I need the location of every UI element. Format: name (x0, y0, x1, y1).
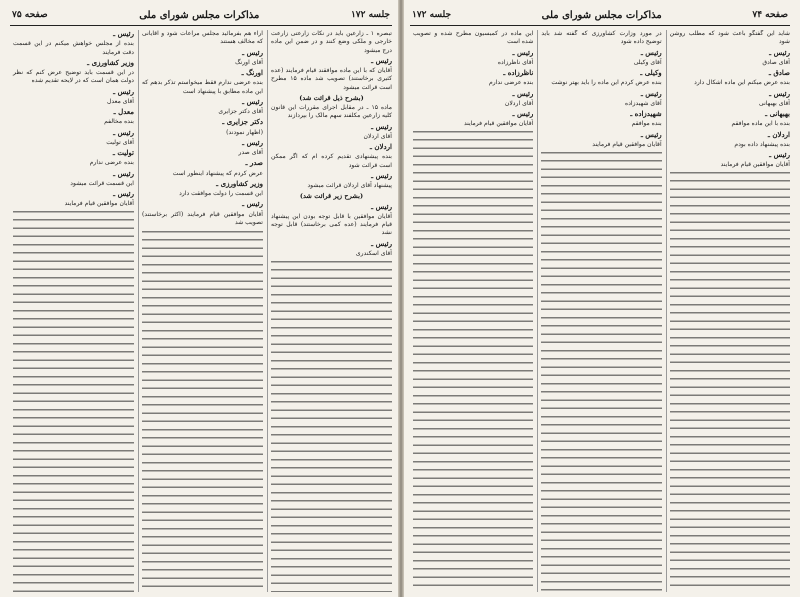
paragraph: آقای شهیدزاده (625, 99, 662, 107)
paragraph: آقای صدر (238, 149, 263, 156)
speaker-name: شهیدزاده ـ (630, 109, 662, 118)
paragraph: بنده با این ماده موافقم (731, 120, 790, 128)
right-columns (410, 30, 790, 592)
speaker-name: رئیس ـ (640, 47, 662, 57)
paragraph: آقای اورنگ (235, 58, 263, 66)
paragraph: آقایان موافقین قیام فرمایند (592, 140, 662, 148)
paragraph: آقایان که با این ماده موافقند قیام فرمایند (عده کثیری برخاستند) تصویب شد ماده ۱۵ مطرح است قرائت میشود (271, 67, 392, 91)
paragraph: آقای دکتر جزایری (218, 108, 263, 115)
speaker-name: رئیس ـ (769, 88, 790, 98)
paragraph: پیشنهاد آقای اردلان قرائت میشود (307, 182, 392, 189)
speaker-name: رئیس ـ (242, 199, 263, 209)
speaker-name: رئیس ـ (512, 109, 534, 118)
paragraph: آقایان موافقین قیام فرمایند (463, 120, 534, 128)
paragraph: بنده عرضی ندارم (89, 159, 134, 167)
paragraph: بنده موافقم (631, 120, 662, 128)
paragraph: آقای اردلان (363, 132, 392, 140)
text-lines (413, 131, 533, 592)
right-page-header (410, 6, 790, 26)
speaker-name: صادق ـ (768, 68, 790, 77)
left-session-number: جلسه ۱۷۲ (350, 10, 390, 20)
speaker-name: صدر ـ (245, 158, 263, 168)
speaker-name: رئیس ـ (113, 168, 134, 178)
paragraph: آقایان موافقین قیام فرمایند (اکثر برخاستند) تصویب شد (142, 210, 263, 226)
speaker-name: اورنگ ـ (241, 68, 263, 77)
paragraph: آراء هم بفرمائید مجلس مراعات شود و آقایانی که مخالف هستند (142, 30, 263, 46)
speaker-name: رئیس ـ (113, 127, 134, 137)
paragraph: آقایان موافقین قیام فرمایند (64, 200, 134, 208)
speaker-name: دکتر جزایری ـ (222, 117, 263, 127)
speaker-name: رئیس ـ (371, 55, 392, 65)
paragraph: آقای وکیلی (633, 58, 662, 66)
left-columns (10, 30, 392, 592)
paragraph: شاید این گفتگو باعث شود که مطلب روشن شود (669, 30, 790, 46)
speaker-name: اردلان ـ (767, 129, 790, 139)
stage-note: (بشرح ذیل قرائت شد) (299, 93, 364, 102)
speaker-name: وزیر کشاورزی ـ (216, 178, 263, 188)
paragraph: آقای ناظرزاده (497, 58, 534, 66)
speaker-name: معدل ـ (113, 107, 134, 116)
paragraph: عرض کردم که پیشنهاد اینطور است (172, 169, 263, 177)
paragraph: آقای اردلان (504, 99, 534, 107)
paragraph: بنده عرض میکنم این ماده اشکال دارد (694, 79, 790, 87)
paragraph: آقای معدل (107, 97, 134, 105)
left-column-1 (267, 30, 392, 592)
paragraph: این ماده در کمیسیون مطرح شده و تصویب شده است (413, 30, 534, 46)
paragraph: بنده عرض کردم این ماده را باید بهتر نوشت (551, 79, 662, 87)
speaker-name: تولیت ـ (112, 148, 134, 157)
paragraph: بنده مخالفم (104, 118, 134, 126)
right-column-2 (537, 30, 661, 592)
paragraph: (اظهار نمودند) (226, 128, 263, 136)
paragraph: این قسمت قرائت میشود (70, 179, 134, 187)
left-column-2 (138, 30, 263, 592)
speaker-name: رئیس ـ (113, 189, 134, 198)
text-lines (670, 172, 790, 592)
paragraph: این قسمت را دولت موافقت دارد (179, 190, 263, 197)
left-page-number: صفحه ۷۵ (12, 10, 48, 20)
paragraph: آقایان موافقین قیام فرمایند (720, 161, 790, 169)
text-lines (541, 152, 661, 592)
paragraph: در مورد وزارت کشاورزی که گفته شد باید توضیح داده شود (541, 30, 662, 46)
text-lines (271, 261, 392, 592)
paragraph: در این قسمت باید توضیح عرض کنم که نظر دولت همان است که در لایحه تقدیم شده (13, 69, 134, 85)
paragraph: بنده عرضی ندارم فقط میخواستم تذکر بدهم که این ماده مطابق با پیشنهاد است (142, 79, 263, 95)
speaker-name: رئیس ـ (113, 86, 134, 96)
left-page (0, 0, 398, 597)
speaker-name: رئیس ـ (371, 238, 392, 248)
speaker-name: وزیر کشاورزی ـ (87, 57, 134, 67)
speaker-name: رئیس ـ (512, 88, 534, 98)
right-page-number: صفحه ۷۴ (752, 10, 788, 20)
speaker-name: رئیس ـ (242, 137, 263, 147)
right-session-number: جلسه ۱۷۲ (412, 10, 452, 20)
speaker-name: رئیس ـ (769, 47, 790, 57)
paragraph: بنده پیشنهاد داده بودم (734, 140, 790, 148)
speaker-name: رئیس ـ (113, 30, 134, 38)
speaker-name: بهبهانی ـ (765, 109, 790, 118)
paragraph: آقای صادق (762, 58, 790, 66)
paragraph: آقایان موافقین با قابل توجه بودن این پیشنهاد قیام فرمایند (عده کمی برخاستند) قابل توجه نشد (271, 212, 392, 237)
paragraph: آقای تولیت (106, 138, 134, 146)
text-lines (13, 211, 134, 592)
right-column-1 (666, 30, 790, 592)
right-page (404, 0, 800, 597)
speaker-name: رئیس ـ (242, 96, 263, 106)
speaker-name: رئیس ـ (371, 170, 392, 180)
speaker-name: رئیس ـ (769, 150, 790, 159)
speaker-name: رئیس ـ (371, 201, 392, 211)
left-running-title: مذاکرات مجلس شورای ملی (139, 9, 260, 21)
paragraph: آقای اسکندری (355, 249, 392, 257)
right-running-title: مذاکرات مجلس شورای ملی (541, 9, 662, 21)
left-column-3 (10, 30, 134, 592)
speaker-name: رئیس ـ (640, 88, 662, 98)
speaker-name: رئیس ـ (512, 47, 534, 57)
speaker-name: وکیلی ـ (640, 68, 662, 77)
speaker-name: رئیس ـ (640, 129, 662, 139)
text-lines (142, 231, 263, 592)
paragraph: آقای بهبهانی (759, 99, 790, 107)
paragraph: تبصره ۱ ـ زارعین باید در نکات زارعتی زارعت خارجی و ملکی وضع کنند و در ضمن این ماده درج میشود (271, 30, 392, 54)
speaker-name: رئیس ـ (371, 121, 392, 131)
stage-note: (بشرح زیر قرائت شد) (299, 192, 364, 201)
right-column-3 (410, 30, 533, 592)
left-page-header (10, 6, 392, 26)
paragraph: بنده از مجلس خواهش میکنم در این قسمت دقت فرمایند (13, 40, 134, 56)
paragraph: ماده ۱۵ ـ در مقابل اجرای مقررات این قانون کلیه زارعین مکلفند سهم مالک را بپردازند (271, 104, 392, 120)
speaker-name: ناظرزاده ـ (503, 68, 534, 77)
speaker-name: رئیس ـ (242, 47, 263, 57)
paragraph: بنده عرضی ندارم (488, 79, 534, 87)
speaker-name: اردلان ـ (369, 142, 392, 151)
paragraph: بنده پیشنهادی تقدیم کرده ام که اگر ممکن است قرائت شود (271, 153, 392, 169)
